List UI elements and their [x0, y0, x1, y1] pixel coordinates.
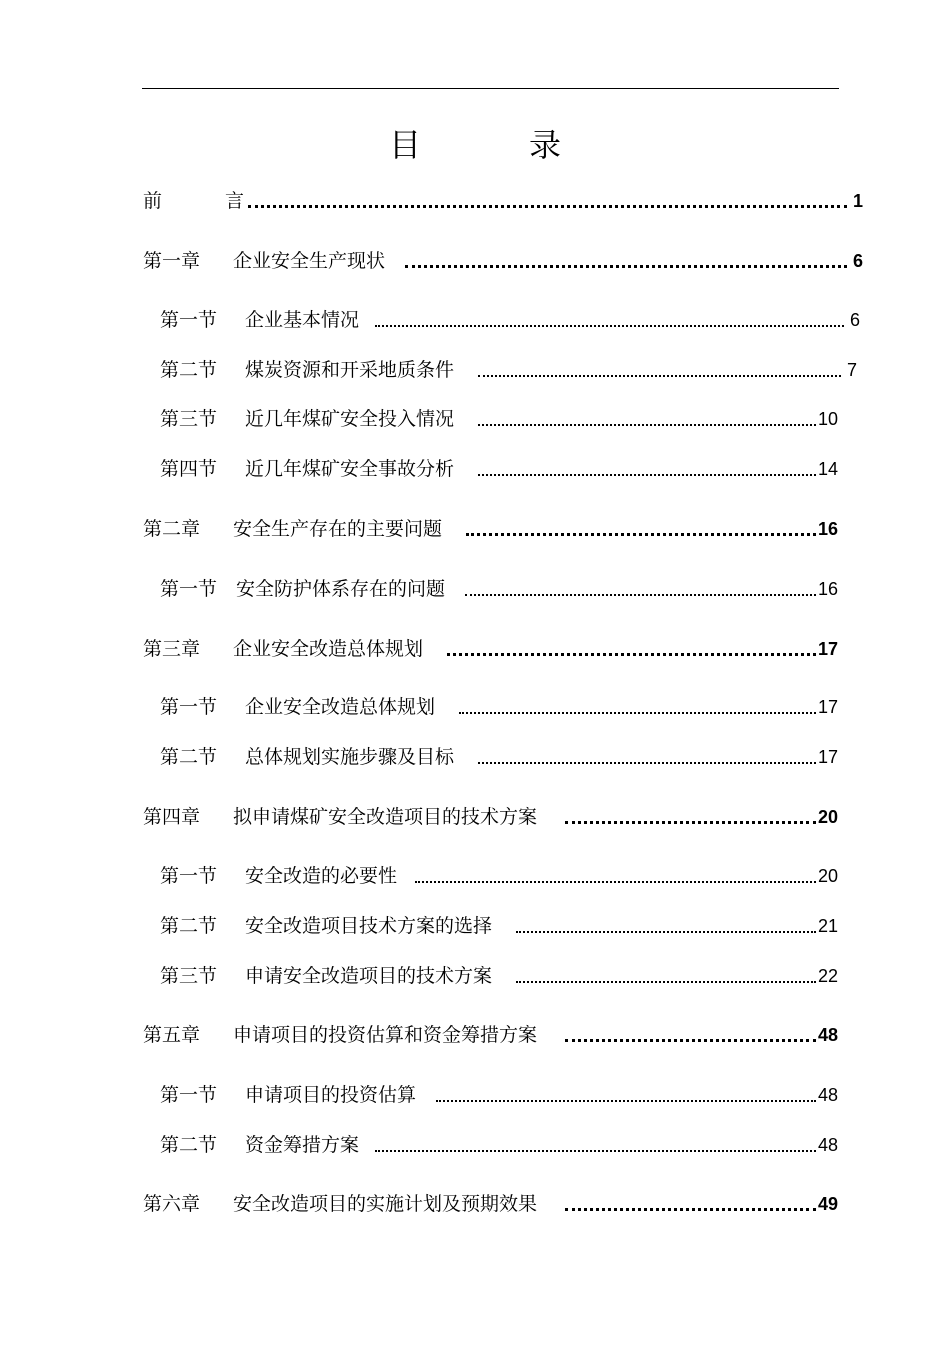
- entry-number: 第二节: [160, 1134, 218, 1156]
- entry-page: 6: [852, 251, 863, 271]
- entry-page: 20: [817, 866, 838, 886]
- entry-page: 7: [846, 360, 857, 380]
- toc-entry-section-1-2[interactable]: [160, 356, 857, 384]
- entry-page: 20: [817, 807, 838, 827]
- entry-label: 言: [225, 190, 245, 212]
- entry-page: 49: [817, 1194, 838, 1214]
- dot-leader: [375, 325, 844, 327]
- entry-page: 16: [817, 579, 838, 599]
- entry-number: 第一章: [143, 250, 201, 272]
- dot-leader: [466, 533, 816, 536]
- dot-leader: [459, 712, 816, 714]
- entry-page: 17: [817, 697, 838, 717]
- entry-number: 第二节: [160, 746, 218, 768]
- toc-entry-section-1-3[interactable]: [160, 405, 838, 433]
- toc-entry-chapter-5[interactable]: [143, 1021, 838, 1049]
- entry-page: 1: [852, 191, 863, 211]
- toc-entry-section-2-1[interactable]: [160, 575, 838, 603]
- entry-number: 第一节: [160, 309, 218, 331]
- dot-leader: [465, 594, 816, 596]
- entry-number: 第一节: [160, 696, 218, 718]
- entry-page: 14: [817, 459, 838, 479]
- entry-number: 第二章: [143, 518, 201, 540]
- entry-label: 资金筹措方案: [245, 1134, 360, 1156]
- toc-entry-chapter-3[interactable]: [143, 635, 838, 663]
- entry-page: 48: [817, 1025, 838, 1045]
- entry-label: 企业安全改造总体规划: [245, 696, 436, 718]
- entry-label: 安全改造的必要性: [245, 865, 398, 887]
- entry-number: 第六章: [143, 1193, 201, 1215]
- entry-label: 安全生产存在的主要问题: [233, 518, 443, 540]
- dot-leader: [478, 375, 841, 377]
- entry-number: 第一节: [160, 578, 218, 600]
- entry-label: 安全防护体系存在的问题: [236, 578, 446, 600]
- dot-leader: [415, 881, 816, 883]
- entry-label: 拟申请煤矿安全改造项目的技术方案: [233, 806, 538, 828]
- dot-leader: [565, 1039, 816, 1042]
- entry-label: 煤炭资源和开采地质条件: [245, 359, 455, 381]
- entry-page: 17: [817, 639, 838, 659]
- entry-number: 第一节: [160, 1084, 218, 1106]
- dot-leader: [565, 1208, 816, 1211]
- entry-label: 总体规划实施步骤及目标: [245, 746, 455, 768]
- dot-leader: [565, 821, 816, 824]
- toc-title: 目 录: [388, 126, 599, 164]
- entry-number: 第三节: [160, 408, 218, 430]
- toc-entry-chapter-1[interactable]: [143, 247, 863, 275]
- entry-number: 第五章: [143, 1024, 201, 1046]
- entry-page: 16: [817, 519, 838, 539]
- entry-number: 第一节: [160, 865, 218, 887]
- entry-page: 10: [817, 409, 838, 429]
- entry-page: 22: [817, 966, 838, 986]
- entry-number: 前: [143, 190, 163, 212]
- toc-entry-section-3-1[interactable]: [160, 693, 838, 721]
- entry-label: 安全改造项目技术方案的选择: [245, 915, 493, 937]
- toc-entry-chapter-4[interactable]: [143, 803, 838, 831]
- entry-label: 企业安全改造总体规划: [233, 638, 424, 660]
- toc-entry-section-1-4[interactable]: [160, 455, 838, 483]
- entry-page: 17: [817, 747, 838, 767]
- dot-leader: [447, 653, 816, 656]
- entry-number: 第四节: [160, 458, 218, 480]
- dot-leader: [375, 1150, 816, 1152]
- toc-entry-section-4-3[interactable]: [160, 962, 838, 990]
- entry-page: 21: [817, 916, 838, 936]
- toc-entry-chapter-2[interactable]: [143, 515, 838, 543]
- dot-leader: [248, 205, 847, 208]
- dot-leader: [436, 1100, 816, 1102]
- entry-page: 48: [817, 1085, 838, 1105]
- dot-leader: [478, 762, 816, 764]
- entry-label: 近几年煤矿安全投入情况: [245, 408, 455, 430]
- toc-entry-preface[interactable]: [143, 187, 863, 215]
- dot-leader: [516, 931, 816, 933]
- toc-entry-section-5-1[interactable]: [160, 1081, 838, 1109]
- entry-label: 企业基本情况: [245, 309, 360, 331]
- entry-page: 48: [817, 1135, 838, 1155]
- entry-label: 申请项目的投资估算: [245, 1084, 417, 1106]
- entry-number: 第二节: [160, 915, 218, 937]
- toc-entry-chapter-6[interactable]: [143, 1190, 838, 1218]
- entry-label: 申请安全改造项目的技术方案: [245, 965, 493, 987]
- dot-leader: [516, 981, 816, 983]
- dot-leader: [478, 474, 816, 476]
- entry-label: 企业安全生产现状: [233, 250, 386, 272]
- toc-entry-section-3-2[interactable]: [160, 743, 838, 771]
- entry-label: 近几年煤矿安全事故分析: [245, 458, 455, 480]
- entry-number: 第三章: [143, 638, 201, 660]
- entry-label: 申请项目的投资估算和资金筹措方案: [233, 1024, 538, 1046]
- toc-entry-section-4-1[interactable]: [160, 862, 838, 890]
- toc-entry-section-1-1[interactable]: [160, 306, 860, 334]
- toc-entry-section-4-2[interactable]: [160, 912, 838, 940]
- entry-label: 安全改造项目的实施计划及预期效果: [233, 1193, 538, 1215]
- entry-number: 第二节: [160, 359, 218, 381]
- dot-leader: [405, 265, 847, 268]
- entry-number: 第三节: [160, 965, 218, 987]
- entry-page: 6: [849, 310, 860, 330]
- toc-entry-section-5-2[interactable]: [160, 1131, 838, 1159]
- entry-number: 第四章: [143, 806, 201, 828]
- dot-leader: [478, 424, 816, 426]
